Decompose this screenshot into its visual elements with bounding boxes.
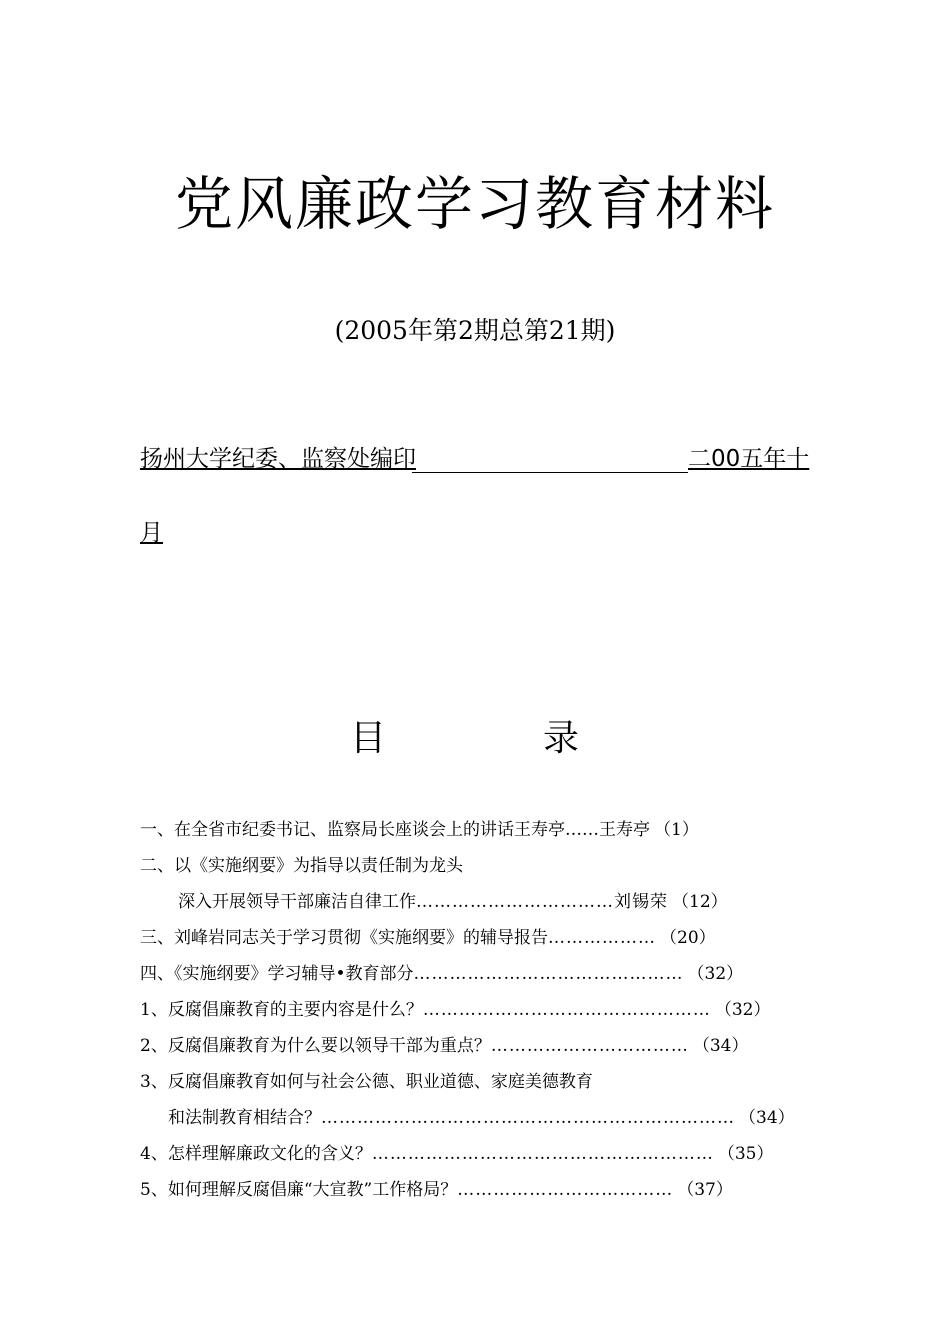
toc-leader-dots: …………………………………………………………… (321, 1108, 735, 1128)
toc-entry[interactable] (140, 812, 820, 848)
toc-leader-dots: ……………………………… (457, 1180, 674, 1200)
document-title: 党风廉政学习教育材料 (174, 170, 775, 238)
toc-entry-title: 深入开展领导干部廉洁自律工作 (178, 892, 416, 912)
toc-entry-title: 5、如何理解反腐倡廉“大宣教”工作格局？ (140, 1180, 458, 1200)
toc-entry-page: （35） (717, 1144, 774, 1164)
publisher: 扬州大学纪委、监察处编印 (140, 446, 416, 472)
toc-entry-title: 4、怎样理解廉政文化的含义？ (140, 1144, 372, 1164)
toc-leader-dots: ………………………………………… (422, 1000, 711, 1020)
toc-entry[interactable] (140, 992, 820, 1028)
publish-date: 二00五年十 (688, 446, 810, 472)
toc-entry[interactable] (140, 920, 820, 956)
toc-leader-dots: …………………………… (490, 1036, 689, 1056)
toc-entry-title: 和法制教育相结合？ (168, 1108, 321, 1128)
toc-entry-page: （34） (692, 1036, 749, 1056)
toc-heading-right: 录 (543, 718, 580, 759)
toc-leader-dots: ……………………………………… (413, 964, 684, 984)
toc-entry-page: （1） (654, 820, 699, 840)
toc-entry[interactable] (140, 1064, 820, 1100)
toc-entry-title: 1、反腐倡廉教育的主要内容是什么？ (140, 1000, 423, 1020)
table-of-contents (140, 812, 820, 1208)
toc-entry-title: 二、以《实施纲要》为指导以责任制为龙头 (140, 856, 463, 876)
toc-entry[interactable] (140, 1172, 820, 1208)
toc-entry-page: （32） (714, 1000, 771, 1020)
toc-entry-page: （34） (739, 1108, 795, 1128)
toc-leader-dots: ………………………………………………… (371, 1144, 714, 1164)
publish-date-continued: 月 (140, 520, 163, 546)
toc-entry[interactable] (140, 848, 820, 884)
underline-rule (412, 472, 688, 473)
toc-leader-dots: ……………………………刘锡荣 (416, 892, 668, 912)
toc-entry-title: 3、反腐倡廉教育如何与社会公德、职业道德、家庭美德教育 (140, 1072, 593, 1092)
toc-entry-page: （37） (677, 1180, 733, 1200)
toc-entry-page: （20） (660, 928, 716, 948)
toc-entry[interactable] (140, 956, 820, 992)
toc-entry[interactable] (140, 1028, 820, 1064)
toc-entry[interactable] (140, 1136, 820, 1172)
toc-leader-dots: ……………… (548, 928, 656, 948)
toc-entry-title: 四、《实施纲要》学习辅导•教育部分 (140, 964, 414, 984)
toc-entry[interactable] (140, 884, 820, 920)
toc-entry-title: 三、刘峰岩同志关于学习贯彻《实施纲要》的辅导报告 (140, 928, 548, 948)
toc-heading-left: 目 (350, 718, 387, 759)
toc-entry-page: （12） (672, 892, 728, 912)
toc-entry-title: 一、在全省市纪委书记、监察局长座谈会上的讲话王寿亭……王寿亭 (140, 820, 650, 840)
issue-number: (2005年第2期总第21期) (334, 316, 616, 345)
toc-entry-page: （32） (687, 964, 744, 984)
toc-entry[interactable] (140, 1100, 820, 1136)
toc-entry-title: 2、反腐倡廉教育为什么要以领导干部为重点？ (140, 1036, 491, 1056)
